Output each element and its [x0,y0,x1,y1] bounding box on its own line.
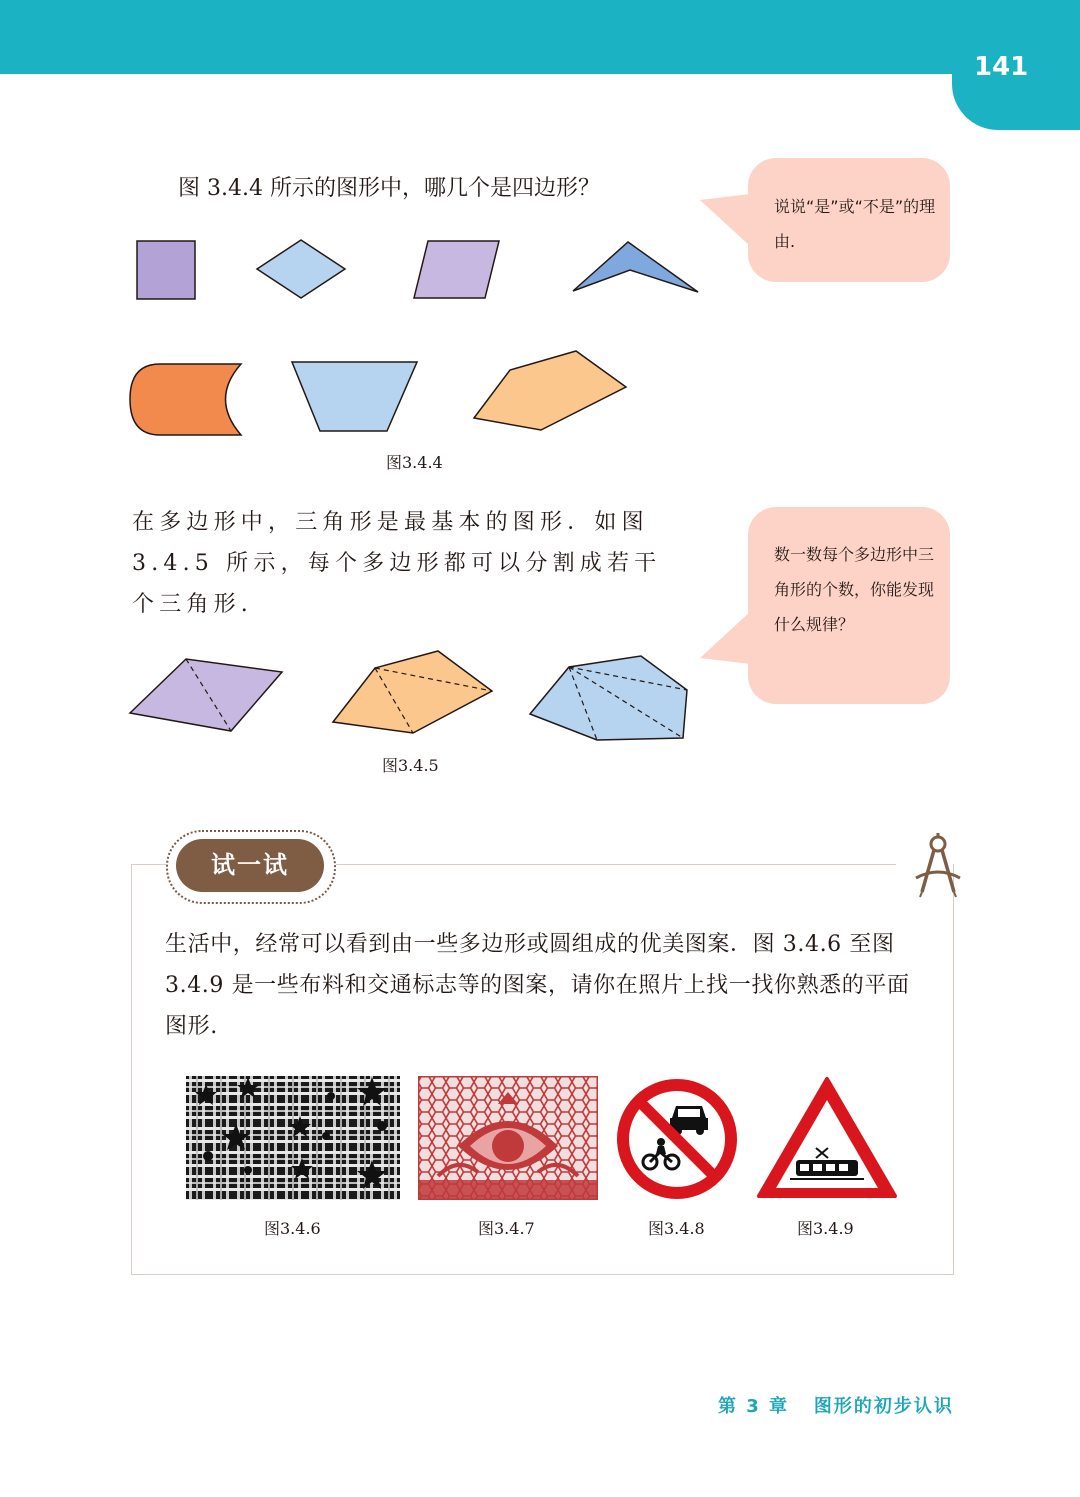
prohibition-sign-photo [614,1076,740,1202]
curved-shape [130,364,241,435]
hexagon-divided [530,656,687,740]
chapter-number: 第 3 章 [718,1396,790,1417]
chapter-footer [718,1392,954,1418]
bubble-text: 说说“是”或“不是”的理由. [774,197,936,251]
chapter-title: 图形的初步认识 [813,1396,954,1417]
concave-quadrilateral-shape [573,242,698,292]
compass-icon [908,830,968,900]
quadrilateral-divided [130,659,282,731]
figure-caption-3-4-7: 图3.4.7 [478,1219,535,1238]
page-number: 141 [974,52,1029,82]
speech-bubble-reason [748,158,950,282]
plaid-fabric-photo [186,1076,400,1200]
triangle-paragraph: 在多边形中，三角形是最基本的图形．如图 3.4.5 所示，每个多边形都可以分割成若干个三角形. [132,510,662,617]
header-bar [0,0,1080,74]
red-pattern-photo [418,1076,598,1200]
parallelogram-shape [414,241,499,298]
question-text: 图 3.4.4 所示的图形中，哪几个是四边形？ [178,176,600,201]
figure-caption-3-4-4: 图3.4.4 [386,453,443,472]
trapezoid-shape [292,362,417,431]
square-shape [137,241,195,299]
tram-warning-sign-photo [756,1076,898,1200]
try-it-paragraph: 生活中，经常可以看到由一些多边形或圆组成的优美图案．图 3.4.6 至图 3.4.9 是一些布料和交通标志等的图案，请你在照片上找一找你熟悉的平面图形. [165,932,910,1039]
try-it-badge: 试一试 [176,839,324,892]
figure-caption-3-4-9: 图3.4.9 [797,1219,854,1238]
figure-caption-3-4-5: 图3.4.5 [382,756,439,775]
speech-bubble-pattern [748,507,950,704]
pentagon-shape [474,351,626,430]
figure-3-4-5 [120,640,700,750]
rhombus-shape [257,240,345,298]
figure-caption-3-4-8: 图3.4.8 [648,1219,705,1238]
pentagon-divided [333,651,492,733]
box-border [322,864,896,865]
bubble-text: 数一数每个多边形中三角形的个数，你能发现什么规律？ [774,545,935,634]
figure-caption-3-4-6: 图3.4.6 [264,1219,321,1238]
figure-3-4-4 [120,230,720,445]
